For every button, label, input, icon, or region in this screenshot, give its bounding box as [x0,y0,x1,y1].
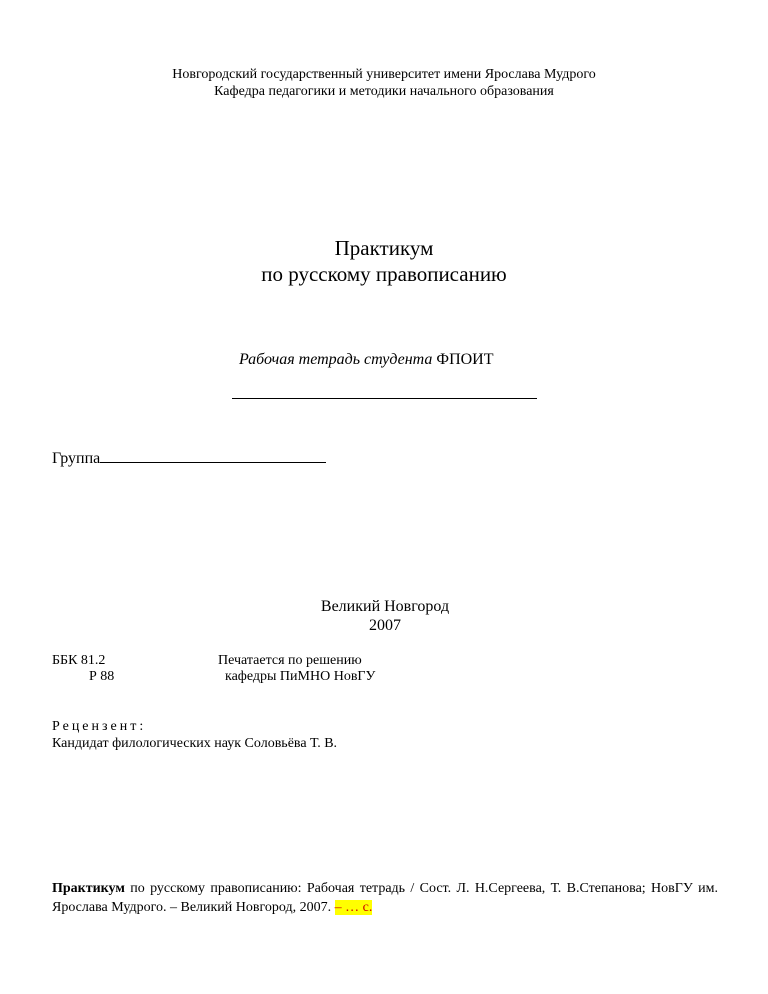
print-note: Печатается по решению [218,653,362,668]
page-count-highlight: – … с. [334,900,373,915]
publication-city: Великий Новгород [320,598,450,615]
group-label: Группа [52,450,101,467]
faculty-label: ФПОИТ [436,351,494,368]
bbk-code: ББК 81.2 [52,653,106,668]
reviewer-label: Рецензент: [52,719,147,734]
student-name-line [232,398,537,399]
university-name: Новгородский государственный университет имени Ярослава Мудрого [172,67,596,82]
citation-text: по русскому правописанию: Рабочая тетрадь / Сост. Л. Н.Сергеева, Т. В.Степанова; НовГУ им. Ярослава Мудрого. – Великий Новгород, 2007. [52,881,718,915]
citation-title: Практикум [52,881,125,896]
bibliographic-citation [52,879,718,917]
document-title-subline: по русскому правописанию [261,262,507,286]
publication-year: 2007 [369,617,401,634]
author-mark: Р 88 [89,669,115,684]
workbook-label: Рабочая тетрадь студента [239,351,433,368]
reviewer-name: Кандидат филологических наук Соловьёва Т. В. [52,736,338,751]
workbook-subtitle [239,350,494,370]
print-note-department: кафедры ПиМНО НовГУ [225,669,376,684]
group-blank-line [100,449,326,463]
document-title: Практикум [334,236,434,260]
group-field [52,449,326,469]
department-name: Кафедра педагогики и методики начального образования [214,84,554,99]
